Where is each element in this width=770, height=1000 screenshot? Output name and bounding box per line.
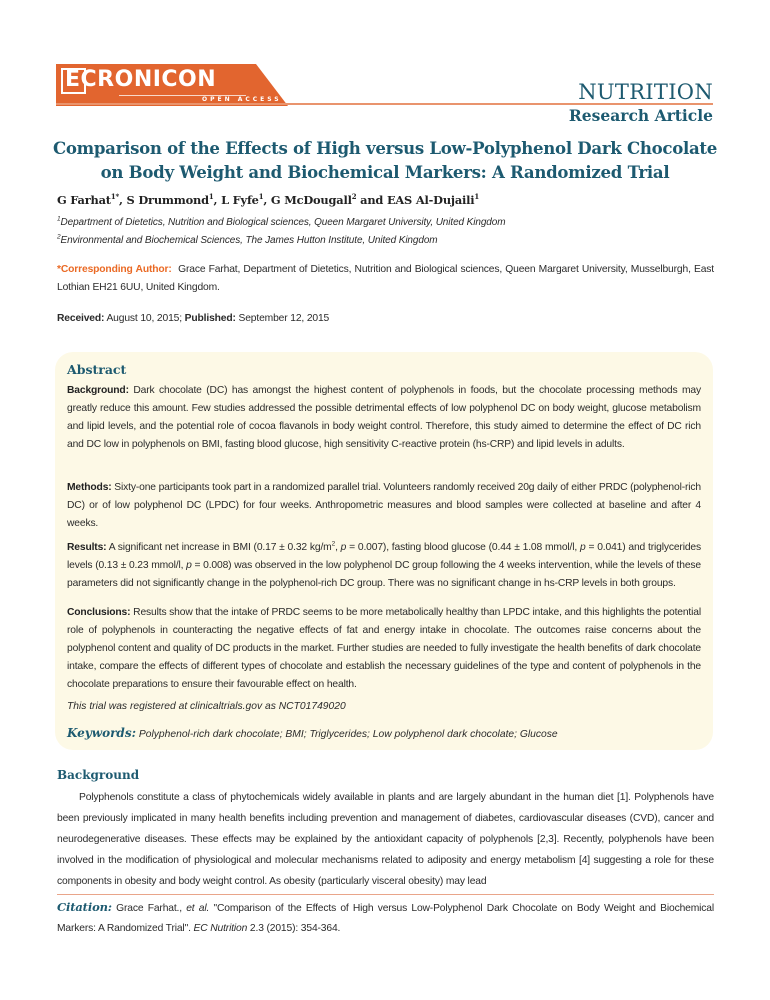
received-label: Received: — [57, 313, 105, 324]
published-label: Published: — [184, 313, 236, 324]
citation-label: Citation: — [57, 900, 112, 914]
background-paragraph: Polyphenols constitute a class of phytochemicals widely available in plants and are largely abundant in the human diet [1]. Polyphenols have been previously implicated in many health benefits including prevention and management of diabetes, cardiovascular diseases (CVD), cancer and neurodegenerative diseases. These effects may be explained by the antioxidant capacity of polyphenols [2,3]. Recently, polyphenols have been involved in the modification of physiological and molecular mechanisms related to adiposity and energy metabolism [4] suggesting a role for these components in obesity and body weight control. As obesity (particularly visceral obesity) may lead — [57, 792, 714, 887]
logo-subtext: OPEN ACCESS — [202, 96, 282, 103]
abstract-methods-label: Methods: — [67, 482, 112, 493]
trial-registration: This trial was registered at clinicaltrials.gov as NCT01749020 — [67, 701, 346, 712]
author: L Fyfe$^1$, — [221, 192, 271, 207]
title-line-1: Comparison of the Effects of High versus Low-Polyphenol Dark Chocolate — [52, 138, 718, 158]
received-date: August 10, 2015; — [106, 313, 182, 324]
logo-text: ECRONICON — [65, 67, 217, 92]
abstract-results-label: Results: — [67, 542, 107, 553]
abstract-methods: Methods: Sixty-one participants took part in a randomized parallel trial. Volunteers randomly received 20g daily of either PRDC (polyphenol-rich DC) or of low polyphenol DC (LPDC) for four weeks. Anthropometric measures and blood samples were collected at baseline and after 4 weeks. — [67, 482, 701, 529]
footer-divider — [57, 894, 714, 895]
corresponding-text: Grace Farhat, Department of Dietetics, Nutrition and Biological sciences, Queen Margaret University, Musselburgh, East Lothian EH21 6UU, United Kingdom. — [57, 264, 715, 293]
abstract-heading: Abstract — [67, 362, 127, 377]
abstract-results: Results: A significant net increase in BMI (0.17 ± 0.32 $kg/m^2$, p = 0.007), fasting blood glucose (0.44 ± 1.08 mmol/l, p = 0.041) and triglycerides levels (0.13 ± 0.23 mmol/l, p = 0.008) was observed in the low polyphenol DC group following the 4 weeks intervention, while the levels of these parameters did not significantly change in the polyphenol-rich DC group. There was no significant change in hs-CRP levels in both groups. — [67, 540, 701, 589]
article-title — [40, 136, 730, 184]
author-list — [57, 193, 479, 207]
article-type: Research Article — [568, 106, 713, 125]
keywords — [67, 726, 558, 740]
abstract-background: Background: Dark chocolate (DC) has amongst the highest content of polyphenols in foods, but the chocolate processing methods may greatly reduce this amount. Few studies addressed the possible detrimental effects of low polyphenol DC on body weight, glucose metabolism and lipid levels, and the potential role of cocoa flavanols in body weight control. Therefore, this study aimed to determine the effect of DC rich and DC low in polyphenols on BMI, fasting blood glucose, high sensitivity C-reactive protein (hs-CRP) and lipid levels in adults. — [67, 385, 701, 450]
publication-dates — [57, 310, 329, 328]
citation: Citation: Grace Farhat., et al. "Comparison of the Effects of High versus Low-Polyphenol Dark Chocolate on Body Weight and Biochemical Markers: A Randomized Trial". EC Nutrition 2.3 (2015): 354-364. — [57, 900, 714, 934]
keywords-list: Polyphenol-rich dark chocolate; BMI; Triglycerides; Low polyphenol dark chocolate; Glucose — [138, 729, 558, 740]
corresponding-author — [57, 261, 714, 297]
published-date: September 12, 2015 — [238, 313, 330, 324]
abstract-conclusions: Conclusions: Results show that the intake of PRDC seems to be more metabolically healthy than LPDC intake, and this highlights the potential role of polyphenols in counteracting the negative effects of fat and energy intake in chocolate. The outcomes raise concerns about the polyphenol content and quality of DC products in the market. Further studies are needed to fully investigate the health benefits of dark chocolate intake, compare the effects of different types of chocolate and establish the necessary guidelines of the type and content of polyphenols in the chocolate preparations to ensure their favourable effect on health. — [67, 607, 701, 690]
publisher-logo — [56, 64, 288, 106]
section-heading-background: Background — [57, 768, 140, 782]
author: S Drummond$^1$, — [126, 192, 222, 207]
journal-name: NUTRITION — [578, 80, 713, 104]
affiliation-1: $^1$Department of Dietetics, Nutrition and Biological sciences, Queen Margaret University, United Kingdom — [57, 215, 506, 228]
affiliation-2: $^2$Environmental and Biochemical Sciences, The James Hutton Institute, United Kingdom — [57, 233, 438, 246]
author: G McDougall$^2$ and — [270, 192, 387, 207]
abstract-background-label: Background: — [67, 385, 129, 396]
author: EAS Al-Dujaili$^1$ — [386, 192, 480, 207]
author: G Farhat$^{1*}$, — [57, 192, 127, 207]
abstract-conclusions-label: Conclusions: — [67, 607, 131, 618]
corresponding-label: *Corresponding Author: — [57, 264, 172, 275]
keywords-label: Keywords: — [67, 726, 137, 740]
title-line-2: on Body Weight and Biochemical Markers: A Randomized Trial — [100, 162, 670, 182]
